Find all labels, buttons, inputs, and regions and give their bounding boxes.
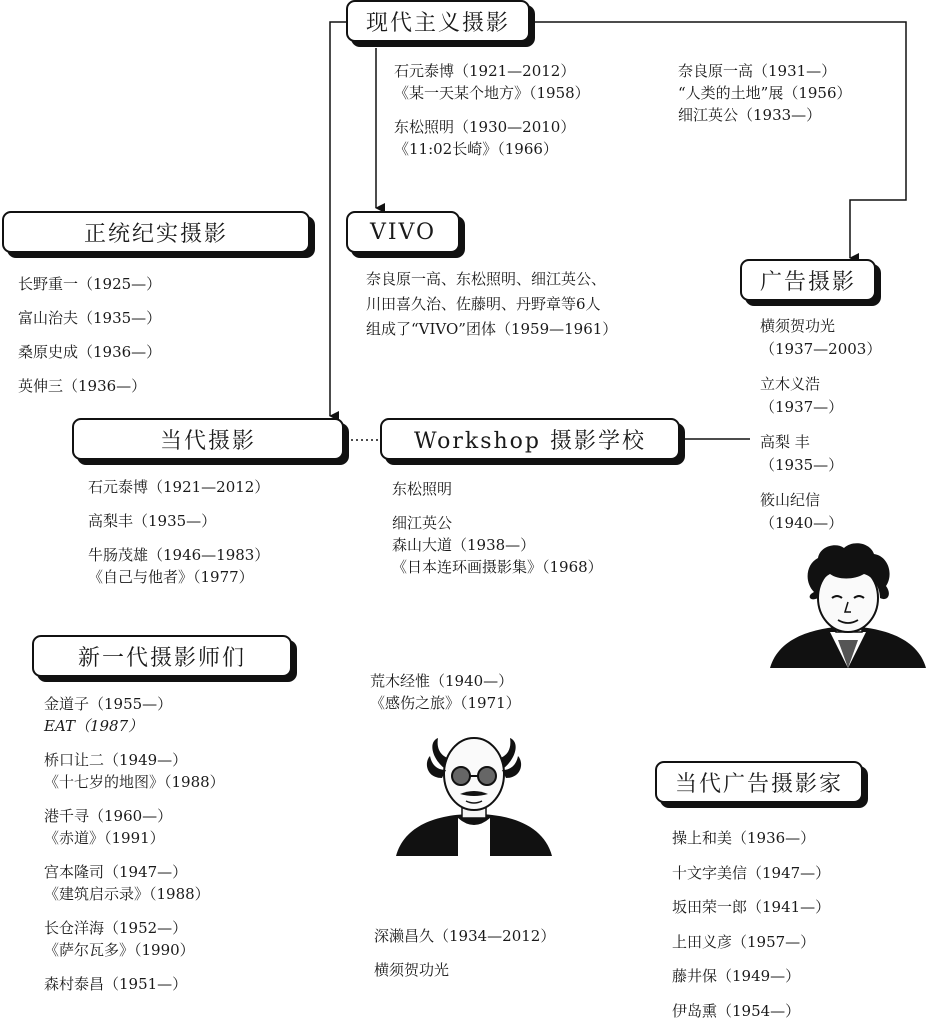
list-item: 《11:02长崎》（1966） [394,138,590,160]
list-item: 立木义浩 [760,373,881,396]
contemporary-ad-list [672,821,830,1028]
araki-text [370,670,521,714]
list-item: （1937—2003） [760,338,881,361]
list-item: 桥口让二（1949—） [44,749,225,771]
list-item: 荒木经惟（1940—） [370,670,521,692]
advertising-list [760,315,881,535]
list-item: 《建筑启示录》（1988） [44,883,225,905]
list-item: （1940—） [760,512,881,535]
modernism-left-list [394,60,590,160]
list-item: 伊岛熏（1954—） [672,994,830,1028]
list-item: 奈良原一高、东松照明、细江英公、 [366,267,617,292]
list-item: 深濑昌久（1934—2012） [374,919,555,953]
list-item: 长仓洋海（1952—） [44,917,225,939]
list-item: 《日本连环画摄影集》（1968） [392,556,603,578]
box-modernism: 现代主义摄影 [346,0,530,42]
list-item: 藤井保（1949—） [672,959,830,994]
list-item: 坂田荣一郎（1941—） [672,890,830,925]
list-item: 细江英公 [392,512,603,534]
list-item: 森村泰昌（1951—） [44,973,225,995]
list-item: 奈良原一高（1931—） [678,60,852,82]
list-item: 上田义彦（1957—） [672,925,830,960]
list-item: 桑原史成（1936—） [18,335,161,369]
list-item: 森山大道（1938—） [392,534,603,556]
list-item: （1937—） [760,396,881,419]
list-item: 宫本隆司（1947—） [44,861,225,883]
list-item: 筱山纪信 [760,489,881,512]
list-item: 横须贺功光 [760,315,881,338]
list-item: “人类的土地”展（1956） [678,82,852,104]
list-item: 港千寻（1960—） [44,805,225,827]
box-advertising: 广告摄影 [740,259,876,301]
contemporary-list [88,476,269,588]
box-workshop: Workshop 摄影学校 [380,418,680,460]
portrait-glasses-man-icon [392,728,556,858]
list-item: 金道子（1955—） [44,693,225,715]
list-item: 东松照明（1930—2010） [394,116,590,138]
list-item: 操上和美（1936—） [672,821,830,856]
box-vivo: VIVO [346,211,460,253]
box-new-generation: 新一代摄影师们 [32,635,292,677]
list-item: 石元泰博（1921—2012） [88,476,269,498]
list-item: 《萨尔瓦多》（1990） [44,939,225,961]
list-item: 组成了“VIVO”团体（1959—1961） [366,317,617,342]
list-item: 英伸三（1936—） [18,369,161,403]
list-item: 细江英公（1933—） [678,104,852,126]
list-item: 高梨丰（1935—） [88,510,269,532]
list-item: （1935—） [760,454,881,477]
list-item: 牛肠茂雄（1946—1983） [88,544,269,566]
portrait-curly-hair-man-icon [768,540,928,670]
list-item: 十文字美信（1947—） [672,856,830,891]
documentary-list [18,267,161,403]
list-item: 长野重一（1925—） [18,267,161,301]
modernism-right-list [678,60,852,126]
workshop-list [392,478,603,578]
list-item: 《自己与他者》（1977） [88,566,269,588]
list-item: 《赤道》（1991） [44,827,225,849]
new-generation-list [44,693,225,995]
list-item: 横须贺功光 [374,953,555,987]
list-item: 高梨 丰 [760,431,881,454]
bottom-middle-list [374,919,555,987]
list-item: 东松照明 [392,478,603,500]
vivo-description [366,267,617,342]
list-item: 《感伤之旅》（1971） [370,692,521,714]
box-documentary: 正统纪实摄影 [2,211,310,253]
list-item: 富山治夫（1935—） [18,301,161,335]
list-item: 川田喜久治、佐藤明、丹野章等6人 [366,292,617,317]
list-item: 石元泰博（1921—2012） [394,60,590,82]
list-item: 《十七岁的地图》（1988） [44,771,225,793]
box-contemporary: 当代摄影 [72,418,344,460]
list-item: EAT（1987） [44,715,225,737]
list-item: 《某一天某个地方》（1958） [394,82,590,104]
box-contemporary-ad: 当代广告摄影家 [655,761,863,803]
